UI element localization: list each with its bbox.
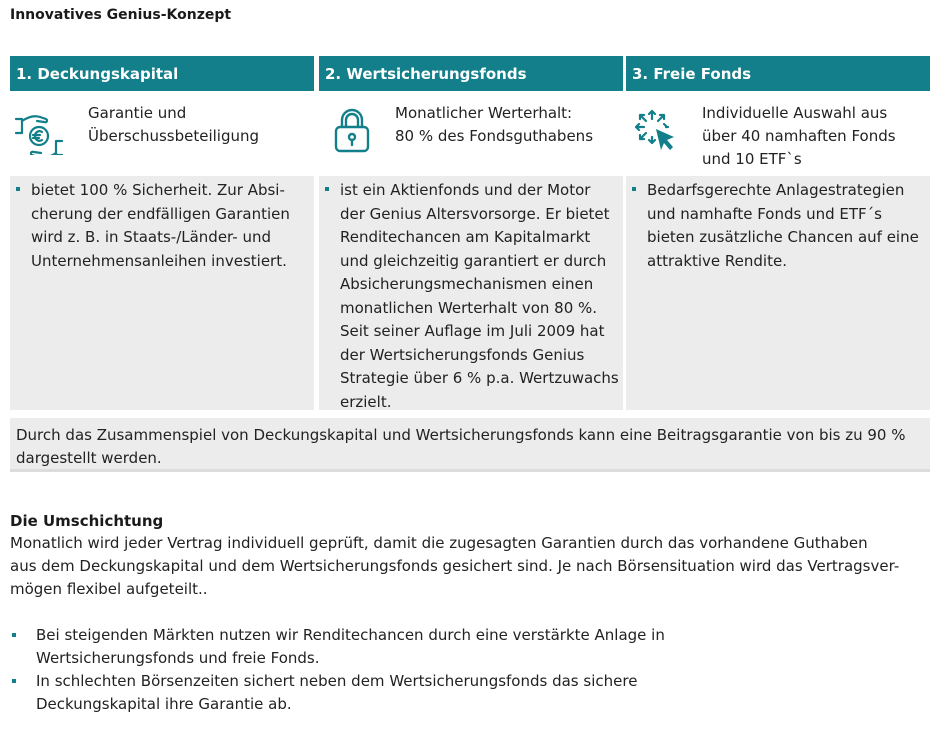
icon-row (626, 91, 930, 176)
section-title: Die Umschichtung (10, 512, 164, 530)
icon-text: Monatlicher Werterhalt: (395, 104, 573, 122)
text-line: der Wertsicherungsfonds Genius (340, 345, 585, 364)
text-line: und namhafte Fonds und ETF´s (647, 204, 882, 223)
section-paragraph (10, 532, 920, 601)
text-line: Renditechancen am Kapitalmarkt (340, 228, 591, 246)
text-line: erzielt. (340, 392, 392, 411)
text-line: In schlechten Börsenzeiten sichert neben dem Wertsicherungsfonds das sichere (36, 672, 638, 690)
column-heading: 1. Deckungskapital (10, 56, 314, 91)
list-item (10, 670, 920, 716)
page-title: Innovatives Genius-Konzept (10, 7, 232, 23)
text-line: Wertsicherungsfonds und freie Fonds. (36, 649, 320, 667)
bullet-square-icon (325, 187, 329, 191)
text-line: bietet 100 % Sicherheit. Zur Absi- (31, 181, 285, 199)
bullet-text (319, 176, 623, 422)
text-line: attraktive Rendite. (647, 251, 787, 270)
text-line: aus dem Deckungskapital und dem Wertsicherungsfonds gesichert sind. Je nach Börsensituation wird das Vertragsver- (10, 557, 900, 575)
text-line: der Genius Altersvorsorge. Er bietet (340, 204, 610, 223)
icon-row (319, 91, 623, 176)
icon-text: Garantie und (88, 104, 187, 122)
text-line: monatlichen Werterhalt von 80 %. (340, 298, 598, 317)
column-body (626, 176, 930, 410)
text-line: Deckungskapital ihre Garantie ab. (36, 695, 292, 713)
text-line: mögen flexibel aufgeteilt.. (10, 580, 208, 598)
bullet-square-icon (632, 187, 636, 191)
text-line: Seit seiner Auflage im Juli 2009 hat (340, 322, 605, 340)
column-wertsicherungsfonds (319, 56, 623, 410)
summary-text: dargestellt werden. (16, 449, 162, 467)
bullet-square-icon (16, 187, 20, 191)
icon-text: 80 % des Fondsguthabens (395, 127, 594, 145)
bullet-square-icon (12, 633, 16, 637)
column-heading: 3. Freie Fonds (626, 56, 930, 91)
cursor-select-arrows-icon (630, 105, 680, 155)
text-line: ist ein Aktienfonds und der Motor (340, 181, 591, 199)
icon-text: Überschussbeteiligung (88, 127, 260, 145)
summary-text: Durch das Zusammenspiel von Deckungskapital und Wertsicherungsfonds kann eine Beitragsgarantie von bis zu 90 % (16, 426, 906, 444)
text-line: Absicherungsmechanismen einen (340, 275, 594, 293)
bullet-text (10, 176, 314, 281)
column-body (319, 176, 623, 410)
bullet-square-icon (12, 679, 16, 683)
column-body (10, 176, 314, 410)
text-line: cherung der endfälligen Garantien (31, 204, 290, 223)
list-item (10, 624, 920, 670)
bullet-text (626, 176, 930, 281)
text-line: Bei steigenden Märkten nutzen wir Renditechancen durch eine verstärkte Anlage in (36, 626, 665, 644)
text-line: Monatlich wird jeder Vertrag individuell geprüft, damit die zugesagten Garantien durch das vorhandene Guthaben (10, 534, 868, 552)
icon-description (395, 102, 593, 148)
bullet-list (10, 624, 920, 716)
text-line: Strategie über 6 % p.a. Wertzuwachs (340, 369, 619, 387)
text-line: wird z. B. in Staats-/Länder- und (31, 228, 271, 246)
column-deckungskapital (10, 56, 314, 410)
icon-text: über 40 namhaften Fonds (702, 127, 896, 145)
text-line: Bedarfsgerechte Anlagestrategien (647, 181, 905, 199)
icon-text: Individuelle Auswahl aus (702, 104, 888, 122)
text-line: bieten zusätzliche Chancen auf eine (647, 228, 919, 246)
column-freie-fonds (626, 56, 930, 410)
hand-euro-coin-icon (14, 105, 64, 155)
icon-text: und 10 ETF`s (702, 150, 802, 168)
summary-box (10, 418, 930, 472)
padlock-icon (327, 105, 377, 155)
icon-description (88, 102, 259, 148)
icon-description (702, 102, 896, 171)
text-line: Unternehmensanleihen investiert. (31, 251, 287, 270)
column-heading: 2. Wertsicherungsfonds (319, 56, 623, 91)
text-line: und gleichzeitig garantiert er durch (340, 251, 607, 270)
icon-row (10, 91, 314, 176)
